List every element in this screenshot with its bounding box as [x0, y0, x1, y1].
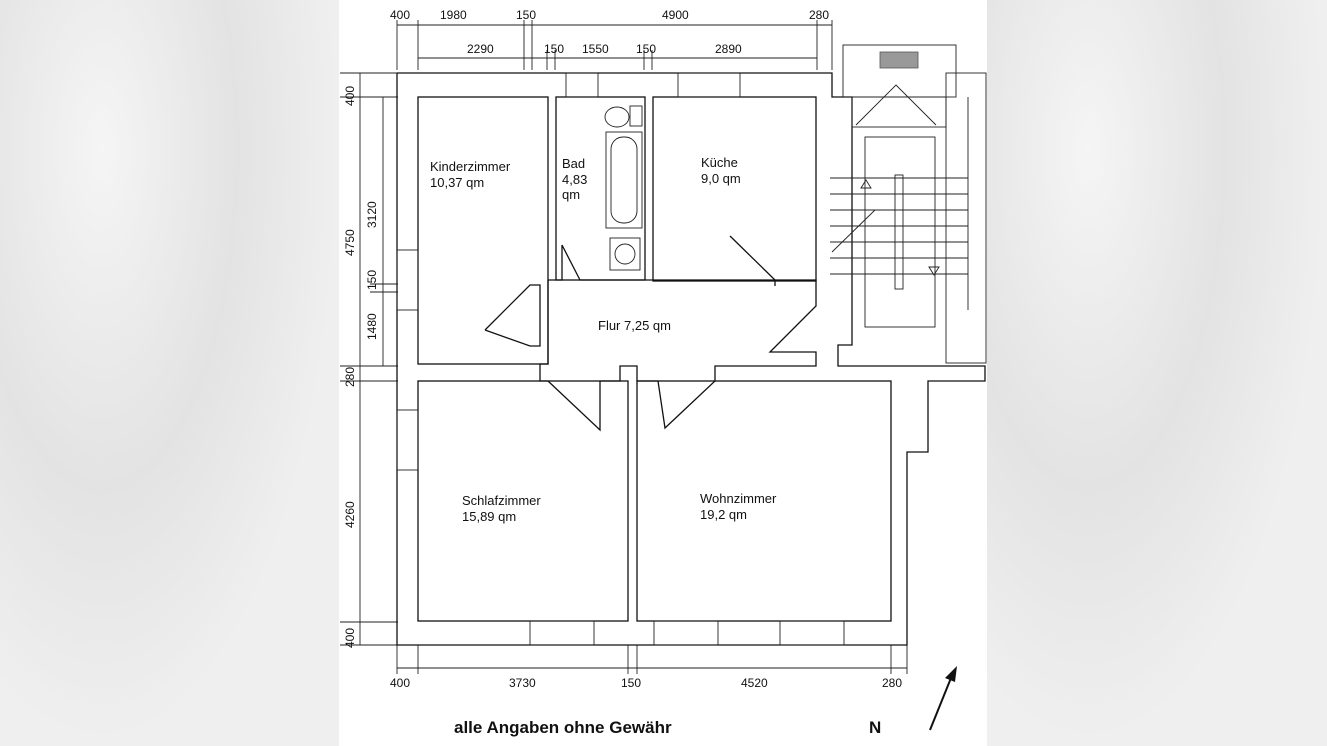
north-label: N — [869, 718, 882, 737]
left-dim-280: 280 — [343, 366, 357, 387]
left-dimension-lines — [340, 73, 398, 645]
top-dim-2-2290: 2290 — [467, 42, 494, 56]
north-arrow-icon — [930, 666, 957, 730]
top-dim-2-150b: 150 — [636, 42, 657, 56]
room-flur-label: Flur 7,25 qm — [598, 318, 671, 333]
top-dimension-lines — [397, 20, 832, 70]
room-kueche-label: Küche — [701, 155, 738, 170]
bottom-dimension-lines — [397, 645, 907, 674]
top-dim-2-1550: 1550 — [582, 42, 609, 56]
top-dim-1-400: 400 — [390, 8, 411, 22]
left-dim-400-top: 400 — [343, 85, 357, 106]
top-dim-2-150a: 150 — [544, 42, 565, 56]
room-wohnzimmer-label: Wohnzimmer — [700, 491, 777, 506]
bathroom-fixtures — [605, 106, 642, 270]
room-schlafzimmer-area: 15,89 qm — [462, 509, 517, 524]
room-bad-area-unit: qm — [562, 187, 581, 202]
room-bad-area: 4,83 — [562, 172, 588, 187]
room-kinderzimmer-area: 10,37 qm — [430, 175, 485, 190]
top-dim-1-1980: 1980 — [440, 8, 467, 22]
bottom-dim-280: 280 — [882, 676, 903, 690]
room-wohnzimmer-area: 19,2 qm — [700, 507, 747, 522]
left-dim-3120: 3120 — [365, 201, 379, 228]
room-kinderzimmer-label: Kinderzimmer — [430, 159, 511, 174]
top-dim-1-150: 150 — [516, 8, 537, 22]
room-bad-label: Bad — [562, 156, 586, 171]
bottom-dim-3730: 3730 — [509, 676, 536, 690]
bottom-dim-150: 150 — [621, 676, 642, 690]
left-dim-4260: 4260 — [343, 501, 357, 528]
disclaimer-text: alle Angaben ohne Gewähr — [454, 718, 672, 737]
room-schlafzimmer-label: Schlafzimmer — [462, 493, 541, 508]
left-dim-4750: 4750 — [343, 229, 357, 256]
bottom-dim-400: 400 — [390, 676, 411, 690]
top-dim-1-4900: 4900 — [662, 8, 689, 22]
room-kueche-area: 9,0 qm — [701, 171, 741, 186]
top-dim-1-280: 280 — [809, 8, 830, 22]
bottom-dim-4520: 4520 — [741, 676, 768, 690]
top-dim-2-2890: 2890 — [715, 42, 742, 56]
left-dim-1480: 1480 — [365, 313, 379, 340]
walls — [397, 45, 986, 645]
left-dim-150: 150 — [365, 269, 379, 290]
left-dim-400-bottom: 400 — [343, 627, 357, 648]
